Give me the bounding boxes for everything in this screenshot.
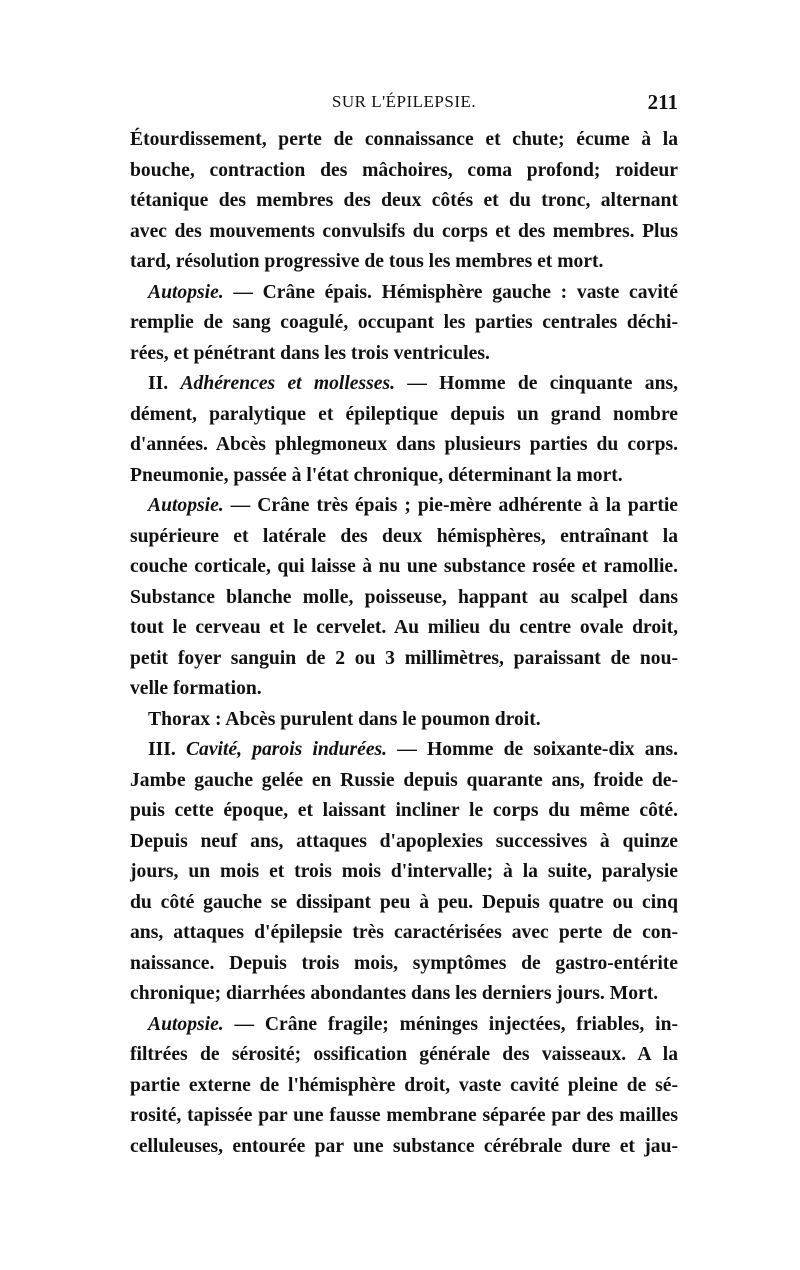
- section-label: Autopsie.: [148, 495, 224, 516]
- text-line: tard, résolution progressive de tous les membres et mort.: [130, 251, 604, 272]
- text-line: Autopsie. — Crâne très épais ; pie-mère adhérente à la partie: [148, 495, 678, 516]
- text-line: bouche, contraction des mâchoires, coma profond; roideur: [130, 159, 678, 181]
- text-line: Depuis neuf ans, attaques d'apoplexies successives à quinze: [130, 830, 678, 852]
- text-line: Autopsie. — Crâne épais. Hémisphère gauche : vaste cavité: [148, 281, 678, 303]
- text-line: velle formation.: [130, 678, 262, 699]
- text-line: jours, un mois et trois mois d'intervalle; à la suite, paralysie: [130, 861, 678, 882]
- text-line: Substance blanche molle, poisseuse, happant au scalpel dans: [130, 586, 678, 608]
- body-text: [130, 125, 678, 1162]
- text-line: chronique; diarrhées abondantes dans les derniers jours. Mort.: [130, 983, 659, 1004]
- text-line: naissance. Depuis trois mois, symptômes de gastro-entérite: [130, 952, 678, 974]
- section-label: Autopsie.: [148, 1013, 224, 1035]
- text-line: partie externe de l'hémisphère droit, vaste cavité pleine de sé-: [130, 1074, 678, 1096]
- page-number: 211: [647, 90, 678, 114]
- text-line: II. Adhérences et mollesses. — Homme de cinquante ans,: [148, 373, 678, 394]
- text-line: Jambe gauche gelée en Russie depuis quarante ans, froide de-: [130, 769, 678, 791]
- running-title: SUR L'ÉPILEPSIE.: [331, 92, 477, 111]
- text-line: du côté gauche se dissipant peu à peu. Depuis quatre ou cinq: [130, 891, 678, 913]
- text-line: remplie de sang coagulé, occupant les parties centrales déchi-: [130, 312, 678, 333]
- text-line: supérieure et latérale des deux hémisphères, entraînant la: [130, 525, 678, 547]
- text-line: Pneumonie, passée à l'état chronique, déterminant la mort.: [130, 464, 623, 486]
- text-line: puis cette époque, et laissant incliner le corps du même côté.: [130, 800, 678, 821]
- text-line: III. Cavité, parois indurées. — Homme de soixante-dix ans.: [148, 739, 678, 760]
- case-title: Cavité, parois indurées.: [185, 739, 388, 760]
- text-line: petit foyer sanguin de 2 ou 3 millimètres, paraissant de nou-: [130, 647, 678, 669]
- text-line: celluleuses, entourée par une substance cérébrale dure et jau-: [130, 1135, 678, 1157]
- text-line: avec des mouvements convulsifs du corps et des membres. Plus: [130, 220, 678, 242]
- text-line: filtrées de sérosité; ossification générale des vaisseaux. A la: [130, 1044, 678, 1065]
- text-line: couche corticale, qui laisse à nu une substance rosée et ramollie.: [130, 556, 678, 577]
- text-line: rosité, tapissée par une fausse membrane séparée par des mailles: [130, 1105, 678, 1126]
- text-line: Étourdissement, perte de connaissance et chute; écume à la: [130, 129, 678, 150]
- text-line: dément, paralytique et épileptique depuis un grand nombre: [130, 403, 678, 425]
- text-line: tétanique des membres des deux côtés et du tronc, alternant: [130, 190, 678, 211]
- text-line: Thorax : Abcès purulent dans le poumon droit.: [148, 708, 541, 730]
- section-label: Autopsie.: [148, 281, 224, 303]
- text-line: ans, attaques d'épilepsie très caractérisées avec perte de con-: [130, 922, 678, 943]
- text-line: Autopsie. — Crâne fragile; méninges injectées, friables, in-: [148, 1013, 678, 1035]
- text-line: d'années. Abcès phlegmoneux dans plusieurs parties du corps.: [130, 434, 678, 455]
- text-line: rées, et pénétrant dans les trois ventricules.: [130, 342, 490, 364]
- text-line: tout le cerveau et le cervelet. Au milieu du centre ovale droit,: [130, 617, 678, 638]
- running-head: [130, 90, 678, 118]
- case-title: Adhérences et mollesses.: [180, 373, 395, 394]
